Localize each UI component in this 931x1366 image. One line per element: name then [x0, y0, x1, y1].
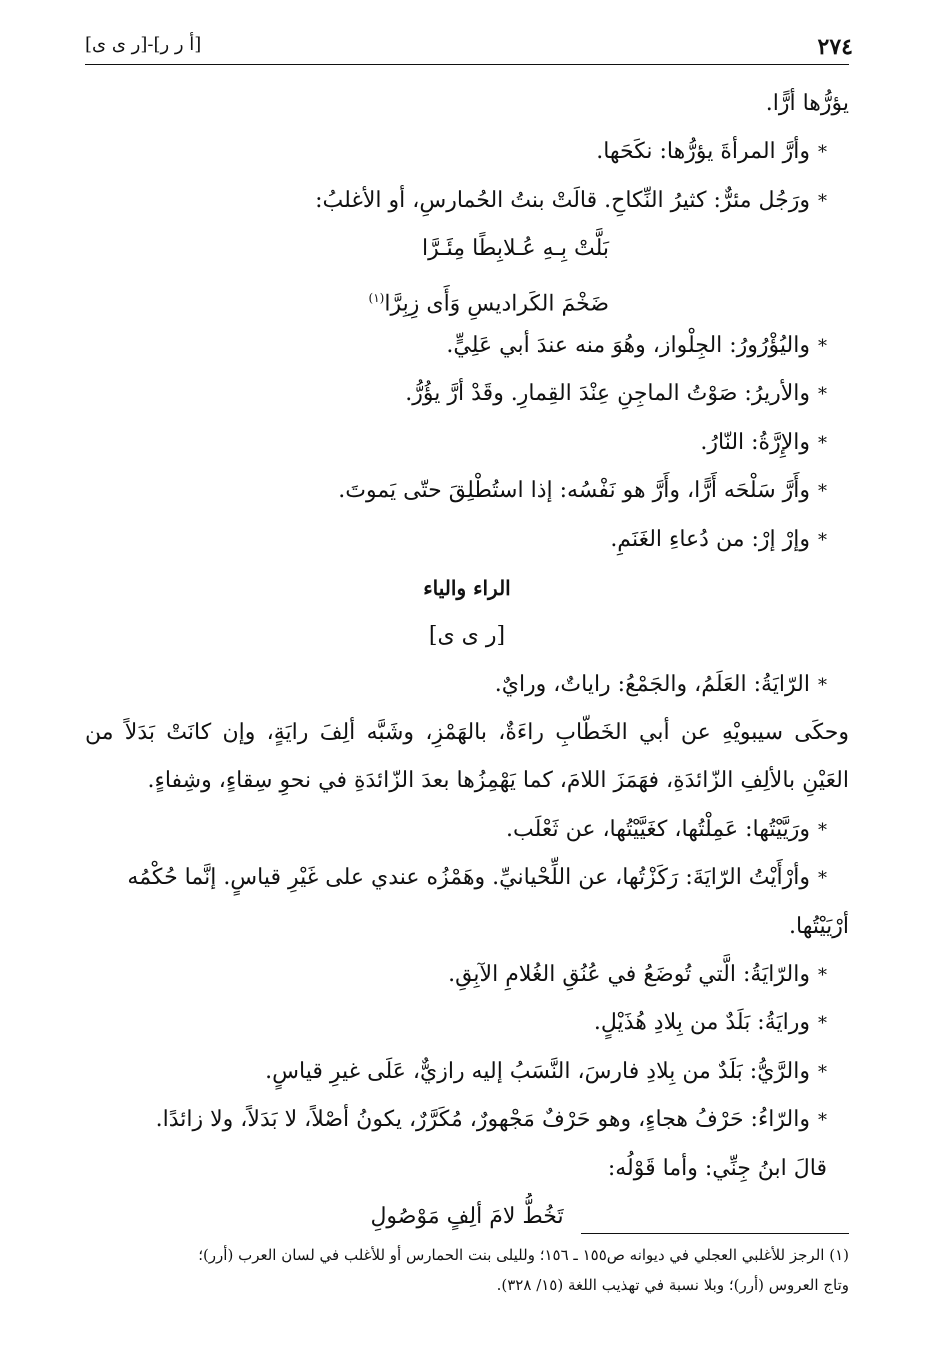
asterisk-icon: * — [818, 819, 827, 841]
running-head-roots: [أ ر ر]-[ر ى ى] — [85, 34, 202, 55]
entry-line: *والرّاءُ: حَرْفُ هجاءٍ، وهو حَرْفٌ مَجْهورٌ، مُكَرَّرٌ، يكونُ أصْلاً، لا بَدَلاً، ولا زائدًا. — [155, 1107, 827, 1133]
entry-line: *والرّايَةُ: الَّتي تُوضَعُ في عُنُقِ الغُلامِ الآبِقِ. — [448, 962, 827, 988]
entry-line: *الرّايَةُ: العَلَمُ، والجَمْعُ: راياتٌ، ورايٌ. — [494, 671, 827, 697]
verse-line: ضَخْمَ الكَراديسِ وَأَى زِبِرَّا$^{(١)}$ — [368, 290, 609, 316]
text-line: وحكَى سيبويْهِ عن أبي الخَطّابِ راءَةٌ، بالهَمْزِ، وشَبَّه ألِفَ رايَةٍ، وإن كانَتْ بَدَلاً من — [85, 720, 849, 746]
asterisk-icon: * — [818, 481, 827, 503]
footnote-line: (١) الرجز للأغلبي العجلي في ديوانه ص١٥٥ ـ ١٥٦؛ ولليلى بنت الحمارس أو للأغلب في لسان العرب (أرر)؛ — [198, 1246, 849, 1264]
entry-line: *والأريرُ: صَوْتُ الماجِنِ عِنْدَ القِمارِ. وقَدْ أرَّ يؤُرُّ. — [405, 381, 827, 407]
text-line: أرْيَيْتُها. — [789, 913, 849, 939]
root-heading: [ر ى ى] — [428, 623, 506, 649]
asterisk-icon: * — [818, 190, 827, 212]
asterisk-icon: * — [818, 1110, 827, 1132]
asterisk-icon: * — [818, 384, 827, 406]
asterisk-icon: * — [818, 1013, 827, 1035]
entry-line: *والرَّيُّ: بَلَدٌ من بِلادِ فارسَ، النَّسَبُ إليه رازيٌّ، عَلَى غيرِ قياسٍ. — [265, 1058, 827, 1084]
footnote — [85, 1240, 849, 1300]
asterisk-icon: * — [818, 529, 827, 551]
entry-line: *وأرْأَيْتُ الرّايَةَ: رَكَزْتُها، عن اللِّحْيانيِّ. وهَمْزُه عندي على غَيْرِ قياسٍ. إنَّما حُكْمُه — [127, 865, 827, 891]
entry-line: *واليُؤْرُورُ: الجِلْواز، وهُوَ منه عندَ أبي عَلِيٍّ. — [446, 332, 827, 358]
section-heading: الراء والياء — [423, 575, 511, 600]
page-number: ٢٧٤ — [817, 34, 853, 60]
text-line: يؤرُّها أرًّا. — [765, 91, 849, 116]
entry-line: *ورايَةُ: بَلَدٌ من بِلادِ هُذَيْلٍ. — [593, 1010, 827, 1036]
header-rule — [85, 64, 849, 65]
entry-line: *ورَجُل مئرٌّ: كثيرُ النِّكاحِ. قالَتْ بنتُ الحُمارسِ، أو الأغلبُ: — [315, 187, 827, 213]
footnote-line: وتاج العروس (أرر)؛ وبلا نسبة في تهذيب اللغة (١٥/ ٣٢٨). — [496, 1276, 849, 1294]
entry-line: *ورَيَّيْتُها: عَمِلْتُها، كغَيَّيْتُها، عن ثَعْلَب. — [505, 816, 827, 842]
entry-line: *وأَرَّ سَلْحَه أَرًّا، وأَرَّ هو نَفْسُه: إذا استُطْلِقَ حتّى يَموتَ. — [338, 478, 827, 504]
entry-line: *وأرَّ المرأةَ يؤرُّها: نكَحَها. — [596, 139, 827, 165]
footnote-rule — [581, 1233, 849, 1234]
main-text — [85, 80, 849, 1241]
verse-line: تَخُطُّ لامَ ألِفٍ مَوْصُولِ — [370, 1203, 564, 1229]
asterisk-icon: * — [818, 674, 827, 696]
asterisk-icon: * — [818, 868, 827, 890]
text-line: العَيْنِ بالألِفِ الزّائدَةِ، فهَمَزَ اللامَ، كما يَهْمِزُها بعدَ الزّائدَةِ في نحوِ سِقاءٍ، وشِفاءٍ. — [147, 768, 849, 794]
entry-line: *وإرْ إرْ: من دُعاءِ الغَنَمِ. — [610, 526, 827, 552]
text-line: قالَ ابنُ جِنِّي: وأما قَوْلُه: — [607, 1155, 827, 1181]
asterisk-icon: * — [818, 142, 827, 164]
footnote-reference: (١) — [368, 290, 385, 305]
asterisk-icon: * — [818, 432, 827, 454]
asterisk-icon: * — [818, 1061, 827, 1083]
entry-line: *والإِرَّةُ: النّارُ. — [700, 429, 827, 455]
verse-line: بَلَّتْ بِـهِ عُـلابِطًا مِئَـرَّا — [421, 236, 609, 262]
asterisk-icon: * — [818, 965, 827, 987]
asterisk-icon: * — [818, 335, 827, 357]
